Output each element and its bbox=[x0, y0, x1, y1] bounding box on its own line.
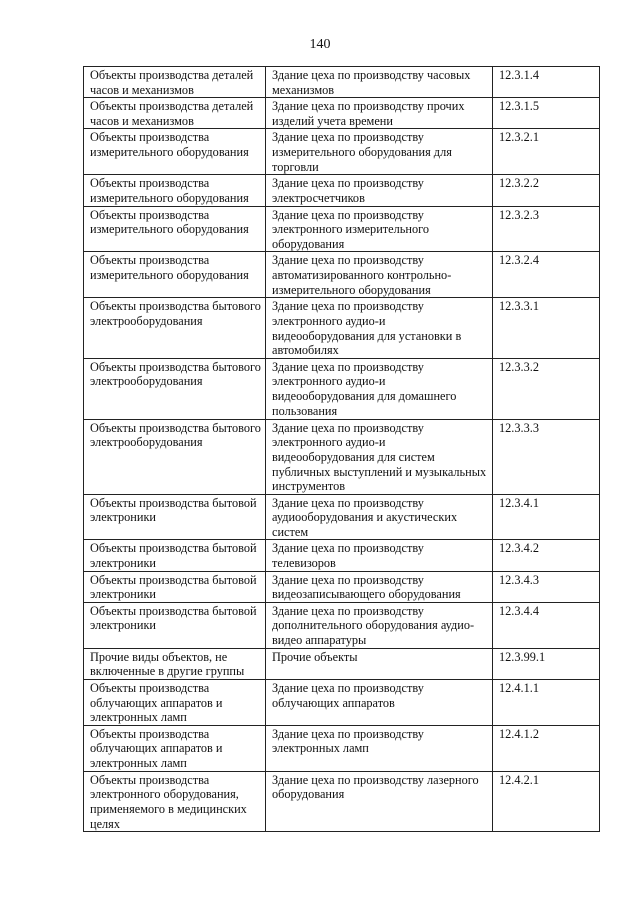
table-row bbox=[84, 175, 600, 206]
code-cell: 12.3.99.1 bbox=[493, 648, 600, 679]
object-type-cell: Объекты производства бытовой электроники bbox=[84, 540, 266, 571]
facility-cell: Здание цеха по производству электронного измерительного оборудования bbox=[266, 206, 493, 252]
code-cell: 12.3.3.1 bbox=[493, 298, 600, 358]
facility-cell: Здание цеха по производству часовых механизмов bbox=[266, 67, 493, 98]
facility-cell: Здание цеха по производству видеозаписывающего оборудования bbox=[266, 571, 493, 602]
object-type-cell: Объекты производства облучающих аппаратов и электронных ламп bbox=[84, 725, 266, 771]
table-row bbox=[84, 129, 600, 175]
facility-cell: Здание цеха по производству измерительного оборудования для торговли bbox=[266, 129, 493, 175]
code-cell: 12.4.1.1 bbox=[493, 680, 600, 726]
code-cell: 12.3.3.3 bbox=[493, 419, 600, 494]
code-cell: 12.3.2.3 bbox=[493, 206, 600, 252]
facility-cell: Здание цеха по производству электросчетчиков bbox=[266, 175, 493, 206]
facility-cell: Здание цеха по производству электронного аудио-и видеооборудования для домашнего пользования bbox=[266, 358, 493, 419]
facility-cell: Здание цеха по производству прочих изделий учета времени bbox=[266, 98, 493, 129]
table-row bbox=[84, 725, 600, 771]
table-row bbox=[84, 602, 600, 648]
facility-cell: Здание цеха по производству электронного аудио-и видеооборудования для установки в автомобилях bbox=[266, 298, 493, 358]
table-row bbox=[84, 98, 600, 129]
code-cell: 12.3.3.2 bbox=[493, 358, 600, 419]
facility-cell: Здание цеха по производству лазерного оборудования bbox=[266, 771, 493, 831]
table-row bbox=[84, 252, 600, 298]
code-cell: 12.3.4.1 bbox=[493, 494, 600, 540]
facility-cell: Здание цеха по производству дополнительного оборудования аудио-видео аппаратуры bbox=[266, 602, 493, 648]
object-type-cell: Объекты производства бытовой электроники bbox=[84, 602, 266, 648]
table-row bbox=[84, 680, 600, 726]
object-type-cell: Объекты производства бытовой электроники bbox=[84, 571, 266, 602]
object-type-cell: Объекты производства электронного оборудования, применяемого в медицинских целях bbox=[84, 771, 266, 831]
code-cell: 12.3.4.2 bbox=[493, 540, 600, 571]
object-type-cell: Объекты производства бытового электрооборудования bbox=[84, 358, 266, 419]
code-cell: 12.3.1.5 bbox=[493, 98, 600, 129]
code-cell: 12.3.4.3 bbox=[493, 571, 600, 602]
table-row bbox=[84, 358, 600, 419]
table-row bbox=[84, 571, 600, 602]
facility-cell: Здание цеха по производству электронных ламп bbox=[266, 725, 493, 771]
table-row bbox=[84, 540, 600, 571]
table-row bbox=[84, 771, 600, 831]
code-cell: 12.4.2.1 bbox=[493, 771, 600, 831]
object-type-cell: Объекты производства деталей часов и механизмов bbox=[84, 67, 266, 98]
object-type-cell: Объекты производства измерительного оборудования bbox=[84, 206, 266, 252]
facility-cell: Здание цеха по производству облучающих аппаратов bbox=[266, 680, 493, 726]
facility-cell: Здание цеха по производству телевизоров bbox=[266, 540, 493, 571]
table-row bbox=[84, 206, 600, 252]
table-row bbox=[84, 648, 600, 679]
table-row bbox=[84, 494, 600, 540]
code-cell: 12.3.4.4 bbox=[493, 602, 600, 648]
facility-cell: Здание цеха по производству аудиооборудования и акустических систем bbox=[266, 494, 493, 540]
code-cell: 12.4.1.2 bbox=[493, 725, 600, 771]
table-row bbox=[84, 298, 600, 358]
object-type-cell: Объекты производства бытового электрооборудования bbox=[84, 419, 266, 494]
object-type-cell: Объекты производства измерительного оборудования bbox=[84, 175, 266, 206]
object-type-cell: Прочие виды объектов, не включенные в другие группы bbox=[84, 648, 266, 679]
object-type-cell: Объекты производства бытовой электроники bbox=[84, 494, 266, 540]
object-type-cell: Объекты производства облучающих аппаратов и электронных ламп bbox=[84, 680, 266, 726]
object-type-cell: Объекты производства измерительного оборудования bbox=[84, 252, 266, 298]
code-cell: 12.3.1.4 bbox=[493, 67, 600, 98]
object-type-cell: Объекты производства измерительного оборудования bbox=[84, 129, 266, 175]
table-row bbox=[84, 67, 600, 98]
facility-cell: Здание цеха по производству автоматизированного контрольно-измерительного оборудования bbox=[266, 252, 493, 298]
object-type-cell: Объекты производства бытового электрооборудования bbox=[84, 298, 266, 358]
code-cell: 12.3.2.1 bbox=[493, 129, 600, 175]
page-number: 140 bbox=[309, 37, 331, 52]
code-cell: 12.3.2.4 bbox=[493, 252, 600, 298]
facility-cell: Здание цеха по производству электронного аудио-и видеооборудования для систем публичных выступлений и музыкальных инструментов bbox=[266, 419, 493, 494]
code-cell: 12.3.2.2 bbox=[493, 175, 600, 206]
table-row bbox=[84, 419, 600, 494]
object-type-cell: Объекты производства деталей часов и механизмов bbox=[84, 98, 266, 129]
facility-cell: Прочие объекты bbox=[266, 648, 493, 679]
classification-table bbox=[83, 66, 600, 832]
